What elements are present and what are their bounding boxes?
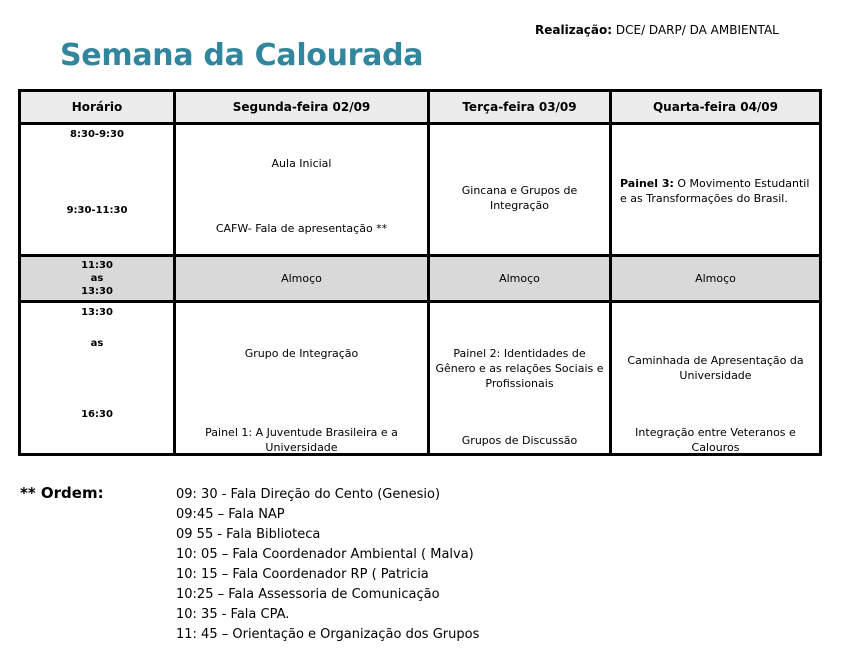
- afternoon-time-end: 16:30: [81, 409, 113, 420]
- ordem-label: ** Ordem:: [20, 484, 104, 502]
- header-tuesday: Terça-feira 03/09: [429, 91, 611, 124]
- organizers-line: [535, 23, 779, 37]
- ordem-item: 10: 05 – Fala Coordenador Ambiental ( Malva): [176, 547, 474, 562]
- tuesday-afternoon-event-a: Painel 2: Identidades de Gênero e as relações Sociais e Profissionais: [435, 347, 604, 390]
- wednesday-panel-label: Painel 3:: [620, 177, 674, 190]
- monday-afternoon-cell: [175, 302, 429, 455]
- monday-lunch: Almoço: [175, 256, 429, 302]
- schedule-header-row: [20, 91, 821, 124]
- lunch-time-as: as: [90, 273, 104, 284]
- wednesday-lunch: Almoço: [611, 256, 821, 302]
- afternoon-time-as: as: [90, 338, 104, 349]
- wednesday-morning-cell: [611, 124, 821, 256]
- ordem-item: 11: 45 – Orientação e Organização dos Grupos: [176, 627, 480, 642]
- wednesday-afternoon-cell: [611, 302, 821, 455]
- monday-morning-event-a: Aula Inicial: [271, 157, 332, 170]
- wednesday-panel-title: O Movimento Estudantil e as Transformações do Brasil.: [620, 177, 810, 205]
- monday-afternoon-event-b: Painel 1: A Juventude Brasileira e a Universidade: [205, 426, 398, 454]
- header-horario: Horário: [20, 91, 175, 124]
- ordem-item: 09:45 – Fala NAP: [176, 507, 285, 522]
- ordem-item: 10: 35 - Fala CPA.: [176, 607, 290, 622]
- header-monday: Segunda-feira 02/09: [175, 91, 429, 124]
- tuesday-morning-cell: [429, 124, 611, 256]
- monday-morning-event-b: CAFW- Fala de apresentação **: [215, 222, 388, 235]
- wednesday-afternoon-event-a: Caminhada de Apresentação da Universidade: [627, 354, 804, 382]
- time-cell-lunch: [20, 256, 175, 302]
- tuesday-afternoon-cell: [429, 302, 611, 455]
- schedule-row-afternoon: [20, 302, 821, 455]
- monday-morning-cell: [175, 124, 429, 256]
- time-slot-a: 8:30-9:30: [70, 129, 124, 140]
- lunch-time-end: 13:30: [81, 286, 113, 297]
- time-cell-afternoon: [20, 302, 175, 455]
- organizers-value: DCE/ DARP/ DA AMBIENTAL: [615, 23, 779, 37]
- schedule-row-lunch: [20, 256, 821, 302]
- ordem-item: 09 55 - Fala Biblioteca: [176, 527, 321, 542]
- page-title: Semana da Calourada: [60, 38, 424, 73]
- lunch-time-start: 11:30: [81, 260, 113, 271]
- schedule-table: [18, 89, 822, 456]
- organizers-label: Realização:: [535, 23, 613, 37]
- ordem-item: 10:25 – Fala Assessoria de Comunicação: [176, 587, 440, 602]
- wednesday-afternoon-event-b: Integração entre Veteranos e Calouros: [635, 426, 796, 454]
- afternoon-time-start: 13:30: [81, 307, 113, 318]
- ordem-item: 09: 30 - Fala Direção do Cento (Genesio): [176, 487, 441, 502]
- monday-afternoon-event-a: Grupo de Integração: [244, 347, 359, 360]
- header-wednesday: Quarta-feira 04/09: [611, 91, 821, 124]
- time-cell-morning: [20, 124, 175, 256]
- tuesday-lunch: Almoço: [429, 256, 611, 302]
- tuesday-morning-event: Gincana e Grupos de Integração: [461, 184, 578, 212]
- ordem-list: [176, 485, 479, 645]
- wednesday-morning-event: [620, 176, 815, 206]
- ordem-item: 10: 15 – Fala Coordenador RP ( Patricia: [176, 567, 429, 582]
- tuesday-afternoon-event-b: Grupos de Discussão: [461, 434, 578, 447]
- time-slot-b: 9:30-11:30: [66, 205, 128, 216]
- schedule-row-morning: [20, 124, 821, 256]
